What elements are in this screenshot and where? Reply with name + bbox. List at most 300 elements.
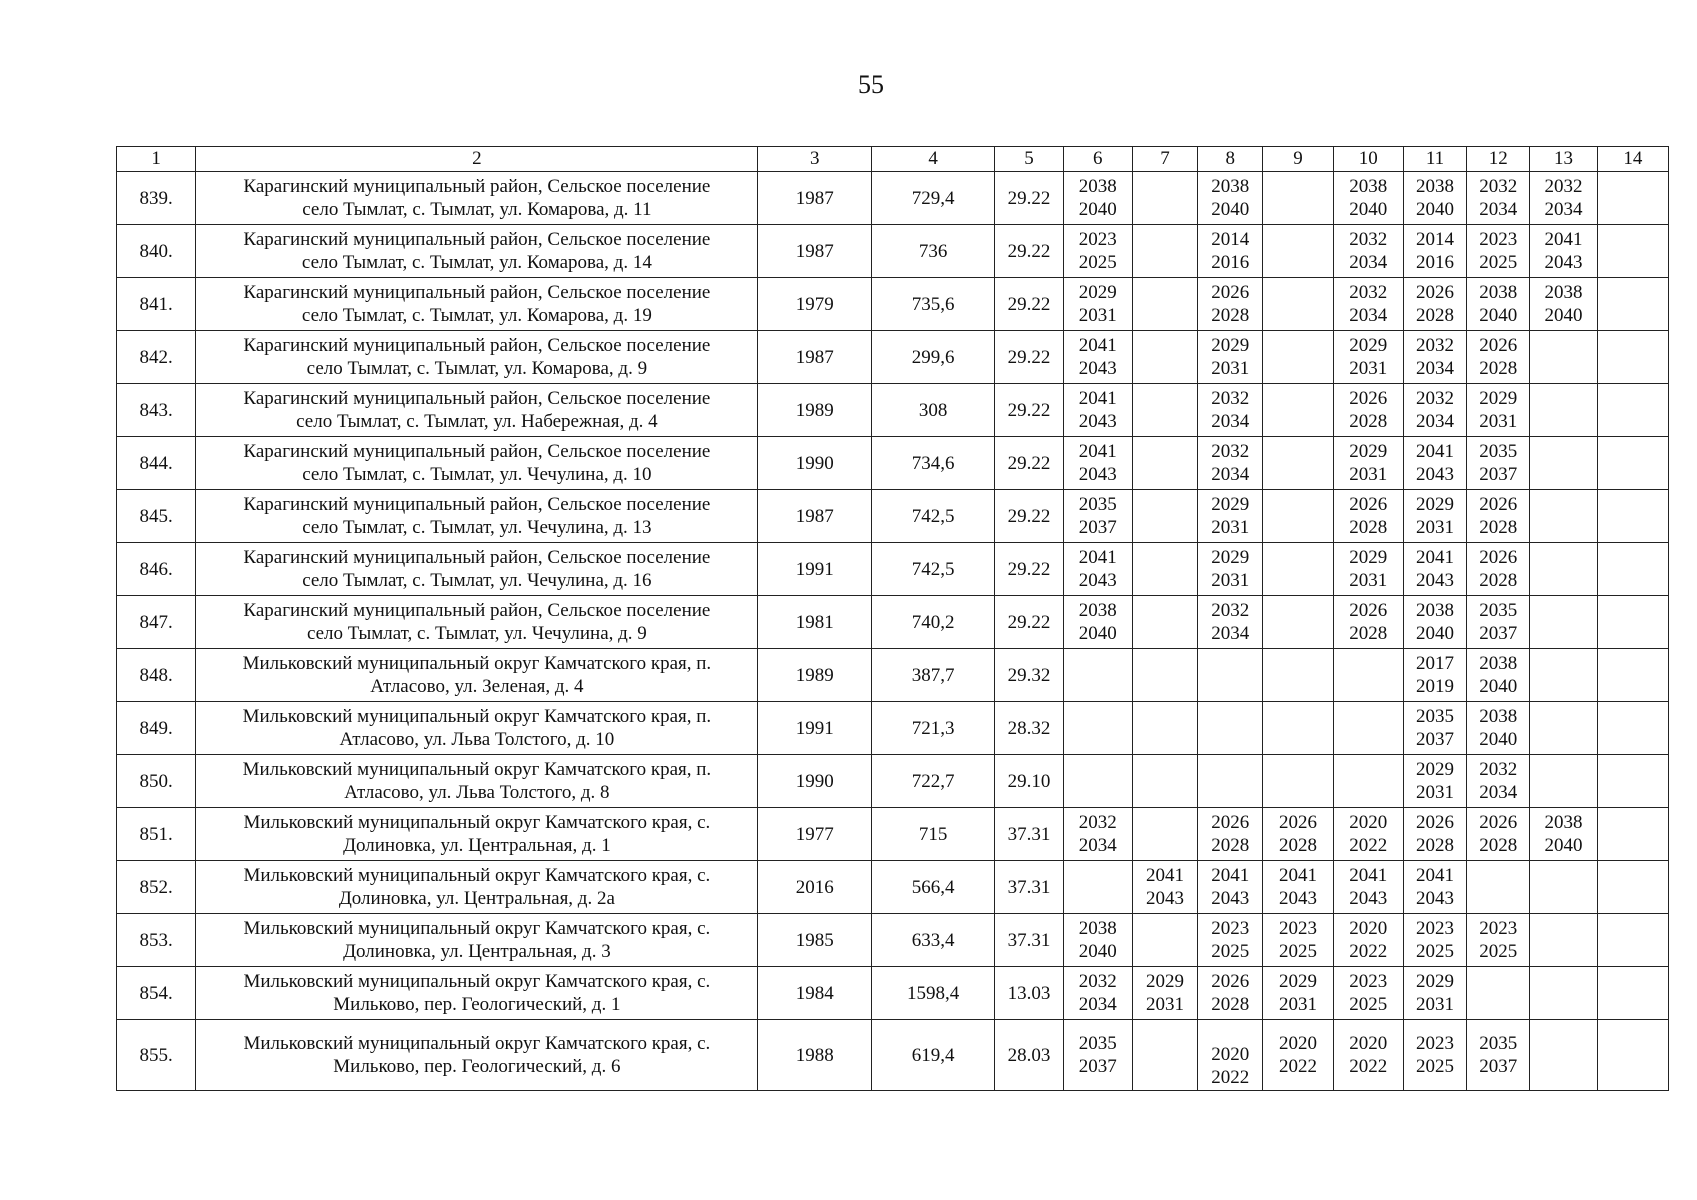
period-cell-9 (1263, 384, 1333, 437)
row-number-cell: 849. (117, 702, 196, 755)
period-cell-11 (1403, 278, 1466, 331)
cell-line: село Тымлат, с. Тымлат, ул. Комарова, д. 14 (301, 252, 652, 273)
period-cell-13 (1530, 702, 1597, 755)
period-cell-14 (1597, 278, 1668, 331)
cell-line: Атласово, ул. Льва Толстого, д. 10 (339, 729, 615, 750)
period-cell-7 (1132, 914, 1197, 967)
period-cell-8 (1198, 490, 1263, 543)
cell-line: 2037 (1479, 623, 1518, 644)
period-cell-9 (1263, 543, 1333, 596)
row-number-cell: 850. (117, 755, 196, 808)
cell-line: Мильковский муниципальный округ Камчатского края, п. (242, 759, 712, 780)
address-cell (196, 1020, 758, 1091)
address-cell (196, 172, 758, 225)
row-number-cell: 841. (117, 278, 196, 331)
row-number-cell: 843. (117, 384, 196, 437)
table-row (117, 543, 1669, 596)
column-header-10: 10 (1333, 147, 1403, 172)
period-cell-10 (1333, 278, 1403, 331)
row-number-cell: 844. (117, 437, 196, 490)
cell-line: 2028 (1479, 358, 1518, 379)
period-cell-8 (1198, 808, 1263, 861)
period-cell-7 (1132, 172, 1197, 225)
period-cell-7 (1132, 967, 1197, 1020)
code-cell: 29.32 (995, 649, 1063, 702)
cell-line: 2025 (1479, 252, 1518, 273)
cell-line: 2016 (1211, 252, 1250, 273)
period-cell-6 (1063, 861, 1132, 914)
cell-line: 2032 (1479, 176, 1518, 197)
page-number: 55 (858, 70, 884, 99)
period-cell-9 (1263, 914, 1333, 967)
cell-line: 2034 (1479, 782, 1518, 803)
cell-line: 2022 (1349, 1056, 1388, 1077)
period-cell-11 (1403, 543, 1466, 596)
period-cell-6 (1063, 914, 1132, 967)
period-cell-6 (1063, 967, 1132, 1020)
period-cell-13 (1530, 384, 1597, 437)
period-cell-11 (1403, 808, 1466, 861)
address-cell (196, 649, 758, 702)
period-cell-10 (1333, 437, 1403, 490)
period-cell-9 (1263, 278, 1333, 331)
cell-line: 2026 (1479, 812, 1518, 833)
period-cell-12 (1467, 384, 1530, 437)
cell-line: 2031 (1078, 305, 1117, 326)
cell-line: 2031 (1349, 464, 1388, 485)
period-cell-10 (1333, 702, 1403, 755)
cell-line: 2031 (1479, 411, 1518, 432)
cell-line: 2029 (1211, 547, 1250, 568)
cell-line: 2041 (1416, 865, 1455, 886)
cell-line: 2028 (1349, 517, 1388, 538)
cell-line: 2032 (1211, 600, 1250, 621)
cell-line: 2032 (1416, 388, 1455, 409)
period-cell-6 (1063, 808, 1132, 861)
table-row (117, 278, 1669, 331)
cell-line: Карагинский муниципальный район, Сельское поселение (243, 494, 711, 515)
cell-line: 2031 (1416, 517, 1455, 538)
year-cell: 1985 (758, 914, 871, 967)
cell-line: 2041 (1078, 388, 1117, 409)
table-row (117, 702, 1669, 755)
cell-line: 2040 (1078, 199, 1117, 220)
column-header-12: 12 (1467, 147, 1530, 172)
cell-line: 2041 (1078, 441, 1117, 462)
table-body (117, 172, 1669, 1091)
row-number-cell: 854. (117, 967, 196, 1020)
year-cell: 1984 (758, 967, 871, 1020)
table-row (117, 384, 1669, 437)
table-row (117, 172, 1669, 225)
cell-line: 2034 (1211, 411, 1250, 432)
code-cell: 29.22 (995, 490, 1063, 543)
period-cell-11 (1403, 490, 1466, 543)
cell-line: 2026 (1349, 388, 1388, 409)
period-cell-6 (1063, 490, 1132, 543)
cell-line: Долиновка, ул. Центральная, д. 2а (338, 888, 615, 909)
cell-line: 2028 (1211, 835, 1250, 856)
cell-line: 2035 (1479, 441, 1518, 462)
period-cell-11 (1403, 331, 1466, 384)
year-cell: 1987 (758, 225, 871, 278)
period-cell-13 (1530, 755, 1597, 808)
cell-line: 2032 (1078, 971, 1117, 992)
cell-line: Мильковский муниципальный округ Камчатского края, с. (243, 918, 711, 939)
column-header-4: 4 (871, 147, 994, 172)
cell-line: 2037 (1479, 464, 1518, 485)
period-cell-7 (1132, 649, 1197, 702)
row-number-cell: 848. (117, 649, 196, 702)
cell-line: 2023 (1279, 918, 1318, 939)
table-row (117, 225, 1669, 278)
code-cell: 28.32 (995, 702, 1063, 755)
area-cell: 736 (871, 225, 994, 278)
cell-line: 2037 (1479, 1056, 1518, 1077)
code-cell: 29.22 (995, 225, 1063, 278)
cell-line: 2023 (1416, 1033, 1455, 1054)
table-row (117, 914, 1669, 967)
cell-line: 2038 (1349, 176, 1388, 197)
area-cell: 722,7 (871, 755, 994, 808)
cell-line: 2035 (1078, 494, 1117, 515)
period-cell-9 (1263, 490, 1333, 543)
period-cell-14 (1597, 808, 1668, 861)
year-cell: 1991 (758, 543, 871, 596)
cell-line: Карагинский муниципальный район, Сельское поселение (243, 388, 711, 409)
period-cell-8 (1198, 596, 1263, 649)
cell-line: 2043 (1078, 358, 1117, 379)
year-cell: 1991 (758, 702, 871, 755)
period-cell-7 (1132, 1020, 1197, 1091)
table-row (117, 649, 1669, 702)
code-cell: 29.22 (995, 437, 1063, 490)
address-cell (196, 384, 758, 437)
cell-line: 2026 (1479, 335, 1518, 356)
period-cell-12 (1467, 808, 1530, 861)
column-header-11: 11 (1403, 147, 1466, 172)
year-cell: 1987 (758, 331, 871, 384)
cell-line: 2040 (1544, 835, 1583, 856)
period-cell-14 (1597, 702, 1668, 755)
cell-line: 2014 (1416, 229, 1455, 250)
column-header-1: 1 (117, 147, 196, 172)
cell-line: 2028 (1211, 994, 1250, 1015)
period-cell-12 (1467, 543, 1530, 596)
row-number-cell: 851. (117, 808, 196, 861)
cell-line: 2043 (1279, 888, 1318, 909)
period-cell-14 (1597, 649, 1668, 702)
period-cell-7 (1132, 225, 1197, 278)
cell-line: 2031 (1349, 570, 1388, 591)
period-cell-7 (1132, 278, 1197, 331)
period-cell-14 (1597, 596, 1668, 649)
cell-line: 2025 (1279, 941, 1318, 962)
cell-line: 2032 (1544, 176, 1583, 197)
cell-line: Карагинский муниципальный район, Сельское поселение (243, 441, 711, 462)
table-row (117, 331, 1669, 384)
cell-line: 2031 (1416, 994, 1455, 1015)
period-cell-13 (1530, 543, 1597, 596)
column-header-13: 13 (1530, 147, 1597, 172)
cell-line: 2023 (1479, 229, 1518, 250)
cell-line: 2041 (1078, 335, 1117, 356)
period-cell-10 (1333, 225, 1403, 278)
cell-line: 2026 (1479, 547, 1518, 568)
period-cell-10 (1333, 1020, 1403, 1091)
cell-line: 2029 (1349, 547, 1388, 568)
cell-line: 2031 (1211, 570, 1250, 591)
cell-line: 2028 (1211, 305, 1250, 326)
cell-line: 2026 (1279, 812, 1318, 833)
cell-line: 2023 (1349, 971, 1388, 992)
period-cell-9 (1263, 225, 1333, 278)
cell-line: 2028 (1479, 835, 1518, 856)
cell-line: село Тымлат, с. Тымлат, ул. Набережная, д. 4 (296, 411, 658, 432)
cell-line: 2043 (1416, 464, 1455, 485)
cell-line: 2043 (1078, 411, 1117, 432)
cell-line: 2025 (1349, 994, 1388, 1015)
cell-line: 2043 (1211, 888, 1250, 909)
cell-line: 2041 (1078, 547, 1117, 568)
cell-line: Карагинский муниципальный район, Сельское поселение (243, 229, 711, 250)
table-row (117, 967, 1669, 1020)
period-cell-10 (1333, 543, 1403, 596)
cell-line: 2026 (1416, 282, 1455, 303)
cell-line: 2035 (1479, 1033, 1518, 1054)
cell-line: 2025 (1078, 252, 1117, 273)
cell-line: 2038 (1211, 176, 1250, 197)
cell-line: 2034 (1078, 994, 1117, 1015)
period-cell-13 (1530, 914, 1597, 967)
period-cell-6 (1063, 384, 1132, 437)
cell-line: 2041 (1279, 865, 1318, 886)
code-cell: 37.31 (995, 914, 1063, 967)
table-row (117, 755, 1669, 808)
cell-line: 2028 (1279, 835, 1318, 856)
period-cell-8 (1198, 755, 1263, 808)
cell-line: 2029 (1279, 971, 1318, 992)
cell-line: 2026 (1211, 971, 1250, 992)
period-cell-14 (1597, 755, 1668, 808)
cell-line: Мильковский муниципальный округ Камчатского края, с. (243, 812, 711, 833)
period-cell-13 (1530, 437, 1597, 490)
address-cell (196, 755, 758, 808)
period-cell-11 (1403, 967, 1466, 1020)
row-number-cell: 847. (117, 596, 196, 649)
cell-line: 2023 (1416, 918, 1455, 939)
period-cell-8 (1198, 702, 1263, 755)
cell-line: 2043 (1416, 888, 1455, 909)
cell-line: Карагинский муниципальный район, Сельское поселение (243, 547, 711, 568)
period-cell-9 (1263, 596, 1333, 649)
period-cell-10 (1333, 649, 1403, 702)
cell-line: 2034 (1416, 411, 1455, 432)
period-cell-13 (1530, 596, 1597, 649)
period-cell-7 (1132, 808, 1197, 861)
period-cell-8 (1198, 914, 1263, 967)
period-cell-8 (1198, 384, 1263, 437)
cell-line: 2041 (1416, 441, 1455, 462)
cell-line: 2029 (1349, 441, 1388, 462)
cell-line: 2034 (1349, 305, 1388, 326)
column-header-2: 2 (196, 147, 758, 172)
period-cell-14 (1597, 172, 1668, 225)
period-cell-12 (1467, 914, 1530, 967)
cell-line: 2041 (1349, 865, 1388, 886)
period-cell-14 (1597, 967, 1668, 1020)
period-cell-9 (1263, 967, 1333, 1020)
cell-line: 2038 (1479, 653, 1518, 674)
cell-line: Мильковский муниципальный округ Камчатского края, п. (242, 706, 712, 727)
cell-line: 2025 (1211, 941, 1250, 962)
cell-line: 2041 (1544, 229, 1583, 250)
area-cell: 740,2 (871, 596, 994, 649)
column-header-6: 6 (1063, 147, 1132, 172)
period-cell-10 (1333, 967, 1403, 1020)
period-cell-10 (1333, 755, 1403, 808)
period-cell-14 (1597, 543, 1668, 596)
period-cell-8 (1198, 543, 1263, 596)
year-cell: 1977 (758, 808, 871, 861)
cell-line: Мильковский муниципальный округ Камчатского края, с. (243, 1033, 711, 1054)
period-cell-13 (1530, 490, 1597, 543)
cell-line: 2020 (1211, 1044, 1250, 1065)
cell-line: 2020 (1349, 812, 1388, 833)
cell-line: 2029 (1416, 971, 1455, 992)
cell-line: 2025 (1479, 941, 1518, 962)
period-cell-8 (1198, 437, 1263, 490)
period-cell-12 (1467, 278, 1530, 331)
period-cell-11 (1403, 384, 1466, 437)
year-cell: 2016 (758, 861, 871, 914)
cell-line: село Тымлат, с. Тымлат, ул. Чечулина, д. 13 (302, 517, 652, 538)
cell-line: 2016 (1416, 252, 1455, 273)
cell-line: 2028 (1349, 623, 1388, 644)
period-cell-9 (1263, 649, 1333, 702)
address-cell (196, 702, 758, 755)
cell-line: 2040 (1078, 623, 1117, 644)
period-cell-9 (1263, 172, 1333, 225)
period-cell-10 (1333, 384, 1403, 437)
cell-line: село Тымлат, с. Тымлат, ул. Чечулина, д. 9 (306, 623, 647, 644)
cell-line: 2034 (1078, 835, 1117, 856)
period-cell-7 (1132, 437, 1197, 490)
row-number-cell: 839. (117, 172, 196, 225)
code-cell: 37.31 (995, 808, 1063, 861)
row-number-cell: 840. (117, 225, 196, 278)
cell-line: 2026 (1211, 812, 1250, 833)
address-cell (196, 331, 758, 384)
period-cell-12 (1467, 861, 1530, 914)
cell-line: 2032 (1211, 388, 1250, 409)
cell-line: село Тымлат, с. Тымлат, ул. Чечулина, д. 16 (302, 570, 652, 591)
period-cell-6 (1063, 1020, 1132, 1091)
cell-line: 2028 (1416, 305, 1455, 326)
period-cell-13 (1530, 172, 1597, 225)
code-cell: 29.22 (995, 543, 1063, 596)
cell-line: 2040 (1479, 305, 1518, 326)
cell-line: Мильково, пер. Геологический, д. 6 (333, 1056, 621, 1077)
period-cell-14 (1597, 331, 1668, 384)
cell-line: 2031 (1279, 994, 1318, 1015)
period-cell-10 (1333, 596, 1403, 649)
cell-line: 2023 (1479, 918, 1518, 939)
period-cell-12 (1467, 490, 1530, 543)
area-cell: 387,7 (871, 649, 994, 702)
cell-line: Долиновка, ул. Центральная, д. 3 (343, 941, 611, 962)
cell-line: 2031 (1146, 994, 1185, 1015)
period-cell-12 (1467, 755, 1530, 808)
cell-line: 2025 (1416, 1056, 1455, 1077)
cell-line: Карагинский муниципальный район, Сельское поселение (243, 282, 711, 303)
cell-line: 2031 (1349, 358, 1388, 379)
period-cell-7 (1132, 702, 1197, 755)
period-cell-8 (1198, 172, 1263, 225)
table-row (117, 596, 1669, 649)
cell-line: 2020 (1279, 1033, 1318, 1054)
period-cell-7 (1132, 331, 1197, 384)
period-cell-13 (1530, 278, 1597, 331)
period-cell-8 (1198, 967, 1263, 1020)
cell-line: 2034 (1544, 199, 1583, 220)
cell-line: 2031 (1211, 358, 1250, 379)
period-cell-12 (1467, 225, 1530, 278)
cell-line: 2023 (1078, 229, 1117, 250)
area-cell: 721,3 (871, 702, 994, 755)
area-cell: 1598,4 (871, 967, 994, 1020)
period-cell-11 (1403, 172, 1466, 225)
period-cell-13 (1530, 861, 1597, 914)
area-cell: 734,6 (871, 437, 994, 490)
table-row (117, 1020, 1669, 1091)
cell-line: 2038 (1416, 176, 1455, 197)
cell-line: Атласово, ул. Зеленая, д. 4 (370, 676, 584, 697)
address-cell (196, 914, 758, 967)
cell-line: 2043 (1349, 888, 1388, 909)
year-cell: 1990 (758, 437, 871, 490)
period-cell-9 (1263, 808, 1333, 861)
cell-line: Карагинский муниципальный район, Сельское поселение (243, 176, 711, 197)
cell-line: 2034 (1479, 199, 1518, 220)
cell-line: 2040 (1078, 941, 1117, 962)
year-cell: 1988 (758, 1020, 871, 1091)
cell-line: 2038 (1544, 282, 1583, 303)
period-cell-7 (1132, 861, 1197, 914)
period-cell-6 (1063, 225, 1132, 278)
address-cell (196, 861, 758, 914)
cell-line: 2026 (1479, 494, 1518, 515)
period-cell-7 (1132, 543, 1197, 596)
period-cell-6 (1063, 702, 1132, 755)
period-cell-14 (1597, 437, 1668, 490)
cell-line: Мильковский муниципальный округ Камчатского края, п. (242, 653, 712, 674)
address-cell (196, 437, 758, 490)
period-cell-9 (1263, 755, 1333, 808)
column-number-row (117, 147, 1669, 172)
period-cell-9 (1263, 331, 1333, 384)
year-cell: 1981 (758, 596, 871, 649)
cell-line: 2028 (1416, 835, 1455, 856)
cell-line: 2041 (1211, 865, 1250, 886)
cell-line: 2017 (1416, 653, 1455, 674)
area-cell: 729,4 (871, 172, 994, 225)
period-cell-11 (1403, 914, 1466, 967)
table-row (117, 437, 1669, 490)
cell-line: 2032 (1349, 229, 1388, 250)
period-cell-12 (1467, 702, 1530, 755)
period-cell-6 (1063, 755, 1132, 808)
